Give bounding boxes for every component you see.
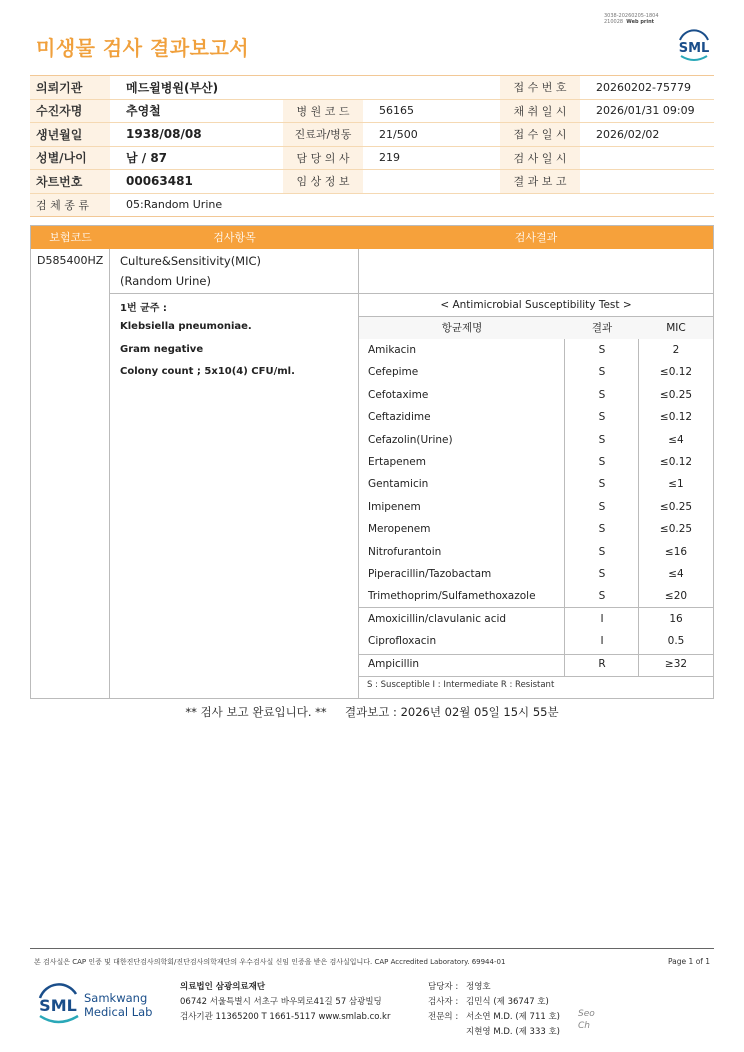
drug-name: Cefepime	[368, 366, 419, 379]
drug-result: R	[598, 657, 606, 670]
organism-name: Klebsiella pneumoniae.	[120, 321, 252, 332]
drug-name: Piperacillin/Tazobactam	[368, 568, 492, 580]
ast-row	[359, 406, 713, 428]
col-item-header: 검사항목	[213, 231, 256, 244]
info-row-2	[30, 100, 714, 124]
doctor-value: 219	[379, 151, 400, 165]
grid-line	[109, 249, 110, 698]
receipt-no-label: 접 수 번 호	[500, 76, 580, 99]
report-value	[580, 170, 714, 193]
colony-count: Colony count ; 5x10(4) CFU/ml.	[120, 366, 295, 377]
drug-result: S	[598, 433, 606, 446]
report-time: 결과보고 : 2026년 02월 05일 15시 55분	[344, 705, 559, 719]
info-row-1	[30, 76, 714, 100]
drug-name: Amikacin	[368, 344, 417, 356]
tester-value: 김민식 (제 36747 호)	[466, 997, 549, 1007]
ast-row	[359, 585, 713, 607]
drug-name: Ampicillin	[368, 657, 420, 670]
info-row-5	[30, 170, 714, 194]
report-title: 미생물 검사 결과보고서	[36, 36, 250, 60]
drug-mic: ≥32	[664, 657, 688, 670]
drug-name: Ciprofloxacin	[368, 635, 437, 648]
ast-col-drug: 항균제명	[359, 317, 565, 339]
drug-mic: ≤16	[664, 545, 688, 558]
drug-mic: 0.5	[667, 635, 685, 648]
drug-name: Imipenem	[368, 500, 421, 513]
svg-text:SML: SML	[39, 996, 77, 1015]
manager-value: 정영호	[466, 982, 491, 992]
sex-age-label: 성별/나이	[30, 147, 110, 170]
gram-stain: Gram negative	[120, 344, 204, 355]
info-row-3	[30, 123, 714, 147]
dob-label: 생년월일	[30, 123, 110, 146]
tested-value	[580, 147, 714, 170]
svg-text:Samkwang: Samkwang	[84, 991, 148, 1005]
info-row-4	[30, 147, 714, 171]
drug-mic: ≤0.12	[659, 366, 693, 379]
drug-result: S	[598, 500, 606, 513]
org-info	[180, 980, 390, 1025]
specimen-label: 검 체 종 류	[30, 194, 110, 217]
print-id-line1: 3038-20260205-1804	[604, 13, 659, 19]
grid-line	[358, 676, 713, 677]
info-row-6	[30, 194, 714, 218]
organism-header: 1번 균주 :	[120, 303, 167, 314]
ast-row	[359, 608, 713, 630]
ast-row	[359, 339, 713, 361]
dob-value: 1938/08/08	[126, 127, 202, 142]
name-value: 추영철	[126, 104, 161, 119]
drug-name: Ertapenem	[368, 456, 426, 468]
drug-mic: ≤20	[664, 590, 688, 603]
ast-row	[359, 361, 713, 383]
col-result-header: 검사결과	[514, 231, 558, 244]
certification-text: 본 검사실은 CAP 인증 및 대한진단검사의학회/진단검사의학재단의 우수검사실 신임 인증을 받은 검사실입니다. CAP Accredited Laboratory. 69944-01	[34, 958, 506, 966]
org-name: 의료법인 삼광의료재단	[180, 982, 266, 992]
clinical-value	[363, 170, 500, 193]
drug-result: S	[598, 344, 606, 356]
name-label: 수진자명	[30, 100, 110, 123]
manager-label: 담당자 :	[428, 982, 459, 992]
drug-name: Meropenem	[368, 523, 431, 536]
drug-mic: ≤0.12	[659, 411, 693, 424]
drug-name: Trimethoprim/Sulfamethoxazole	[368, 590, 536, 603]
ast-row	[359, 429, 713, 451]
drug-name: Cefazolin(Urine)	[368, 433, 453, 446]
sex-age-value: 남 / 87	[126, 151, 168, 166]
signature	[578, 1008, 595, 1032]
doctor-label: 담 당 의 사	[283, 147, 363, 170]
tester-label: 검사자 :	[428, 997, 459, 1007]
chart-value: 00063481	[126, 174, 193, 189]
ast-row	[359, 541, 713, 563]
drug-result: I	[600, 612, 604, 625]
test-specimen: (Random Urine)	[120, 274, 211, 288]
col-code-header: 보험코드	[49, 231, 92, 244]
results-table	[30, 225, 714, 699]
drug-mic: 16	[669, 612, 683, 625]
dept-value: 21/500	[379, 127, 418, 141]
received-label: 접 수 일 시	[500, 123, 580, 146]
ast-row	[359, 451, 713, 473]
ast-row	[359, 384, 713, 406]
drug-mic: ≤0.25	[659, 500, 693, 513]
specialist-label: 전문의 :	[428, 1012, 459, 1022]
completion-line	[0, 704, 744, 720]
institution-label: 의뢰기관	[30, 76, 110, 99]
signature-2: Ch	[578, 1021, 590, 1031]
drug-mic: ≤1	[668, 478, 684, 491]
ast-row	[359, 473, 713, 495]
ast-legend: S : Susceptible I : Intermediate R : Resistant	[367, 680, 555, 690]
ast-row	[359, 630, 713, 652]
collected-value: 2026/01/31 09:09	[596, 104, 695, 118]
svg-text:SML: SML	[678, 41, 710, 56]
print-id-line2: 210028	[604, 19, 624, 25]
patient-info-table	[30, 75, 714, 217]
hospital-code-value: 56165	[379, 104, 414, 118]
drug-result: S	[598, 523, 606, 536]
org-address: 06742 서울특별시 서초구 바우뫼로41길 57 삼광빌딩	[180, 997, 382, 1007]
grid-line	[358, 249, 359, 294]
completion-notice: ** 검사 보고 완료입니다. **	[185, 705, 327, 719]
drug-result: S	[598, 478, 606, 491]
receipt-no-value: 20260202-75779	[596, 80, 691, 94]
ast-row	[359, 496, 713, 518]
drug-result: S	[598, 568, 606, 580]
drug-name: Gentamicin	[368, 478, 429, 491]
org-contact: 검사기관 11365200 T 1661-5117 www.smlab.co.kr	[180, 1012, 391, 1022]
footer-logo	[36, 980, 156, 1028]
chart-label: 차트번호	[30, 170, 110, 193]
collected-label: 채 취 일 시	[500, 100, 580, 123]
ast-row	[359, 518, 713, 540]
drug-result: S	[598, 388, 606, 401]
drug-name: Cefotaxime	[368, 388, 429, 401]
tested-label: 검 사 일 시	[500, 147, 580, 170]
sml-logo-icon	[674, 26, 714, 64]
specialist1-value: 서소연 M.D. (제 711 호)	[466, 1012, 561, 1022]
ast-title: < Antimicrobial Susceptibility Test >	[440, 299, 632, 311]
drug-result: S	[598, 456, 606, 468]
ast-row	[359, 563, 713, 585]
drug-result: S	[598, 590, 606, 603]
drug-mic: ≤0.12	[659, 456, 693, 468]
drug-mic: ≤4	[668, 433, 684, 446]
drug-mic: 2	[672, 344, 680, 356]
drug-name: Ceftazidime	[368, 411, 431, 424]
institution-value: 메드윌병원(부산)	[126, 80, 219, 95]
drug-mic: ≤0.25	[659, 523, 693, 536]
drug-mic: ≤0.25	[659, 388, 693, 401]
received-value: 2026/02/02	[596, 127, 660, 141]
ast-row	[359, 653, 713, 675]
drug-mic: ≤4	[668, 568, 684, 580]
drug-result: S	[598, 411, 606, 424]
specimen-value: 05:Random Urine	[126, 198, 223, 212]
specialist2-value: 지현영 M.D. (제 333 호)	[466, 1027, 561, 1037]
drug-name: Nitrofurantoin	[368, 545, 442, 558]
insurance-code: D585400HZ	[37, 254, 104, 267]
test-name: Culture&Sensitivity(MIC)	[120, 254, 262, 268]
ast-col-mic: MIC	[639, 317, 713, 339]
dept-label: 진료과/병동	[283, 123, 363, 146]
page-number: Page 1 of 1	[668, 957, 711, 966]
svg-text:Medical Lab: Medical Lab	[84, 1005, 153, 1019]
drug-result: S	[598, 366, 606, 379]
drug-result: I	[600, 635, 604, 648]
signature-1: Seo	[578, 1009, 595, 1019]
ast-col-result: 결과	[565, 317, 639, 339]
footer-divider	[30, 948, 714, 949]
hospital-code-label: 병 원 코 드	[283, 100, 363, 123]
print-id	[604, 13, 659, 25]
results-header	[31, 226, 713, 249]
clinical-label: 임 상 정 보	[283, 170, 363, 193]
drug-result: S	[598, 545, 606, 558]
drug-name: Amoxicillin/clavulanic acid	[368, 612, 507, 625]
staff-info	[428, 980, 560, 1040]
report-label: 결 과 보 고	[500, 170, 580, 193]
print-mode: Web print	[626, 19, 655, 25]
